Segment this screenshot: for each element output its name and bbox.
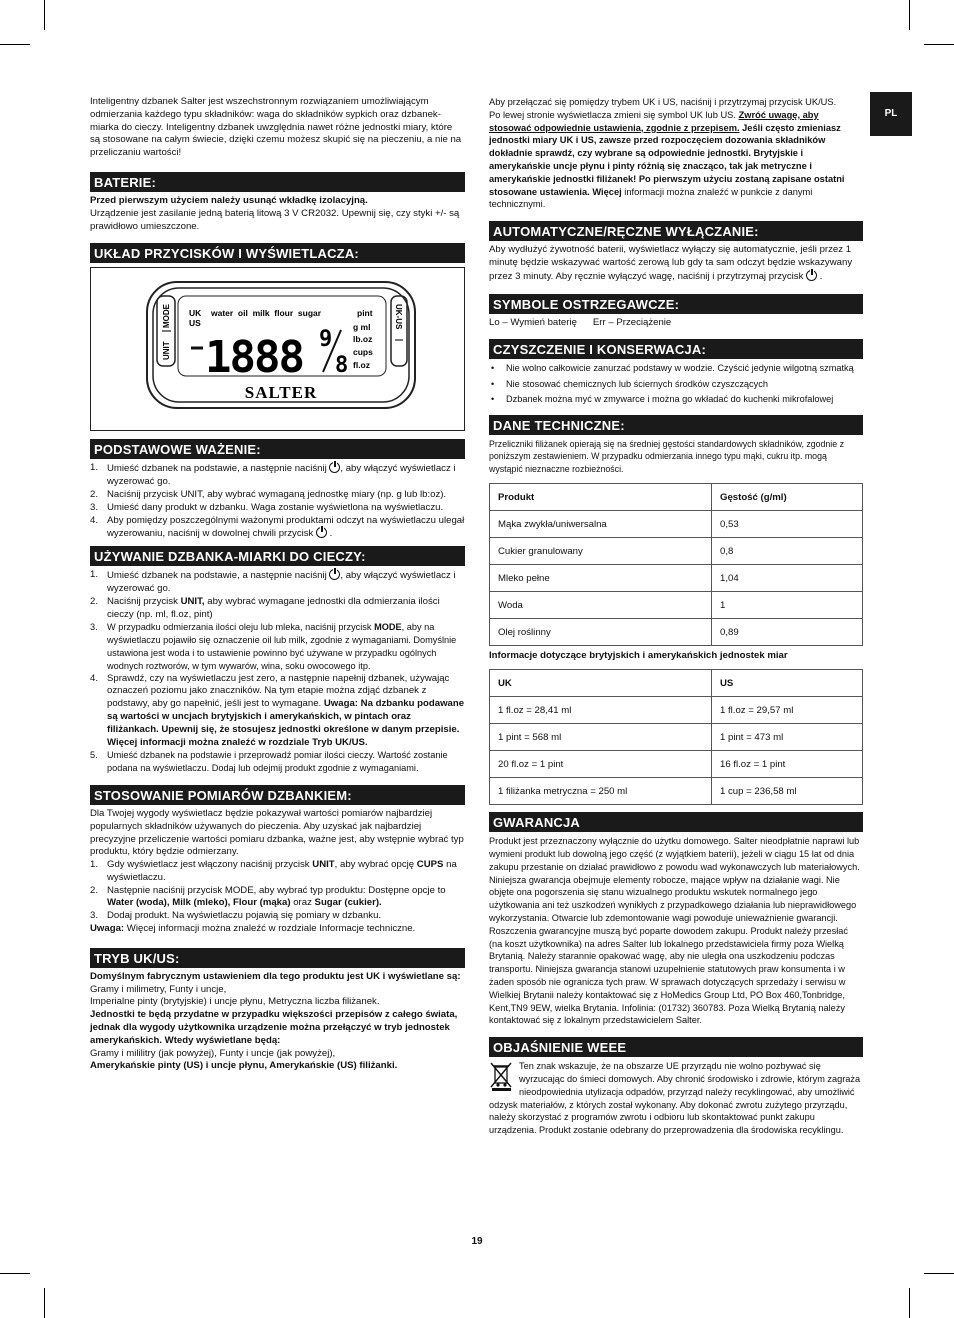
table-row: 20 fl.oz = 1 pint 16 fl.oz = 1 pint [490,751,863,778]
power-icon [329,569,340,580]
display-figure [90,267,465,431]
unit-indicator: g ml [353,322,371,333]
measure-heading: STOSOWANIE POMIARÓW DZBANKIEM: [90,785,465,805]
pint-indicator: pint [357,308,373,319]
weee-text: Ten znak wskazuje, że na obszarze UE przyrządu nie wolno pozbywać się wyrzucając do śmieci domowych. Aby chronić środowisko i zdrowie, którym zagraża nieodpowiednia utylizacja odpadów, przyrząd należy recyklingować, aby umożliwić odzysk materiałów, z których został wykonany. Aby dokonać zwrotu zużytego przyrządu, należy skorzystać z programów zwrotu i odbioru lub skontaktować punkt zakupu urządzenia. Produkt zostanie odebrany do przeprowadzenia dla środowiska recyklingu. [489,1061,861,1136]
unit-indicator: lb.oz [353,334,373,345]
crop-mark [909,1288,910,1318]
us-indicator: US [189,318,201,329]
table-row: Mąka zwykła/uniwersalna 0,53 [490,511,863,538]
list-item: • Nie stosować chemicznych lub ściernych środków czyszczących [489,377,863,393]
list-item: 2. Naciśnij przycisk UNIT, aby wybrać wymaganą jednostkę miary (np. g lub lb:oz). [90,488,447,500]
power-icon [316,527,327,538]
list-item: • Dzbanek można myć w zmywarce i można go wkładać do kuchenki mikrofalowej [489,392,863,408]
warranty-heading: GWARANCJA [489,812,863,832]
power-icon [329,462,340,473]
list-item: 5. Umieść dzbanek na podstawie i przeprowadź pomiar ilości cieczy. Wartość zostanie podana na wyświetlaczu. Dodaj lub odejmij produkt zgodnie z wymaganiami. [90,750,448,774]
liquid-heading: UŻYWANIE DZBANKA-MIARKI DO CIECZY: [90,546,465,566]
ukus-button-label[interactable]: UK-US [394,304,403,330]
batteries-heading: BATERIE: [90,172,465,192]
product-type-indicators: water oil milk flour sugar [211,308,322,319]
list-item: 4. Sprawdź, czy na wyświetlaczu jest zero, a następnie napełnij dzbanek, używając oznaczeń poziomu jako znaczników. Na tym etapie można zdjąć dzbanek z podstawy, aby go napełnić, jeśli jest to wymagane. Uwaga: Na dzbanku podawane są wartości w uncjach brytyjskich i amerykańskich, w pintach oraz filiżankach. Upewnij się, że stosujesz jednostki określone w danym przepisie. Więcej informacji można znaleźć w rozdziale Tryb UK/US. [90,672,465,748]
ukus-switch-text: Aby przełączać się pomiędzy trybem UK i US, naciśnij i przytrzymaj przycisk UK/US. Po lewej stronie wyświetlacza zmieni się symbol UK lub US. Zwróć uwagę, aby stosować odpowiednie ustawienia, zgodnie z przepisem. Jeśli często zmieniasz jednostki miary UK i US, zawsze przed rozpoczęciem dozowania składników dokładnie sprawdź, czy wybrane są odpowiednie jednostki. Brytyjskie i amerykańskie uncje płynu i pinty różnią się znacząco, tak jak metryczne i amerykańskie jednostki filiżanek! Po pierwszym użyciu zostaną zapisane ostatni stosowane ustawienia. Więcej informacji można znaleźć w punkcie z danymi technicznymi. [489,97,845,210]
mode-button-label[interactable]: MODE [162,304,171,329]
unit-indicator: fl.oz [353,360,370,371]
list-item: 3. Umieść dany produkt w dzbanku. Waga zostanie wyświetlona na wyświetlaczu. [90,501,444,513]
tech-heading: DANE TECHNICZNE: [489,415,863,435]
units-table-title: Informacje dotyczące brytyjskich i amerykańskich jednostek miar [489,650,788,662]
ukus-heading: TRYB UK/US: [90,948,465,968]
list-item: 1. Gdy wyświetlacz jest włączony naciśnij przycisk UNIT, aby wybrać opcję CUPS na wyświetlaczu. [90,859,457,883]
unit-button-label[interactable]: UNIT [162,341,171,361]
list-item: 3. Dodaj produkt. Na wyświetlaczu pojawią się pomiary w dzbanku. [90,910,382,922]
layout-heading: UKŁAD PRZYCISKÓW I WYŚWIETLACZA: [90,243,465,263]
weee-heading: OBJAŚNIENIE WEEE [489,1037,863,1057]
measure-list [90,859,465,923]
basic-weighing-list [90,462,465,541]
ukus-default: Domyślnym fabrycznym ustawieniem dla tego produktu jest UK i wyświetlane są: [90,970,461,982]
left-column [90,96,465,1073]
list-item: 2. Następnie naciśnij przycisk MODE, aby wybrać typ produktu: Dostępne opcje to Water (woda), Milk (mleko), Flour (mąka) oraz Sugar (cukier). [90,884,446,909]
weee-bin-icon [489,1061,515,1091]
table-row: 1 filiżanka metryczna = 250 ml 1 cup = 236,58 ml [490,778,863,805]
warranty-text: Produkt jest przeznaczony wyłącznie do użytku domowego. Salter nieodpłatnie naprawi lub wymieni produkt lub dowolną jego część (z wyjątkiem baterii), jeżeli w ciągu 15 lat od dnia zakupu przestanie on działać prawidłowo z powodu wad wykonawczych lub materiałowych. Niniejsza gwarancja obejmuje elementy robocze, mające wpływ na działanie wagi. Nie objęte ona pogorszenia się stanu wizualnego produktu wskutek normalnego jego użytkowania ani też uszkodzeń wynikłych z przypadkowego działania lub nieprawidłowego wykorzystania. Otwarcie lub zdemontowanie wagi powoduje unieważnienie gwarancji. Roszczenia gwarancyjne muszą być poparte dowodem zakupu. Produkt należy przesłać (na koszt użytkownika) na adres Salter lub lokalnego przedstawiciela firmy poza Wielką Brytanią. Należy starannie opakować wagę, aby nie uległa ona uszkodzeniu podczas transportu. Niniejsza gwarancja stanowi uzupełnienie statutowych praw konsumenta i w żaden sposób nie ogranicza tych praw. W sprawach dotyczących sprzedaży i serwisu w Wielkiej Brytanii należy kontaktować się z HoMedics Group Ltd, PO Box 460,Tonbridge, Kent,TN9 9EW, wielka Brytania. Infolinia: (01732) 360783. Poza Wielką Brytanią należy kontaktować się z lokalnym przedstawicielem Salter. [489,836,860,1026]
density-table [489,483,863,646]
table-row: Olej roślinny 0,89 [490,619,863,646]
table-header-row: Produkt Gęstość (g/ml) [490,484,863,511]
batteries-bold: Przed pierwszym użyciem należy usunąć wkładkę izolacyjną. [90,194,368,206]
crop-mark [0,44,30,45]
page-number: 19 [471,1236,483,1247]
ukus-line: Gramy i milimetry, Funty i uncje, [90,983,227,995]
ukus-line: Imperialne pinty (brytyjskie) i uncje płynu, Metryczna liczba filiżanek. [90,996,380,1008]
list-item: 4. Aby pomiędzy poszczególnymi ważonymi produktami odczyt na wyświetlaczu ulegał wyzerowaniu, naciśnij w dowolnej chwili przycisk . [90,514,465,540]
fraction-numerator: 9 [319,327,333,353]
table-row: Cukier granulowany 0,8 [490,538,863,565]
liquid-list [90,569,465,775]
ukus-note: Jednostki te będą przydatne w przypadku większości przepisów z całego świata, jednak dla wygody użytkownika urządzenie można przełączyć w tryb jednostek amerykańskich. Wtedy wyświetlane będą: [90,1009,458,1046]
auto-off-heading: AUTOMATYCZNE/RĘCZNE WYŁĄCZANIE: [489,221,863,241]
display-illustration [91,268,464,430]
crop-mark [44,0,45,30]
crop-mark [924,1273,954,1274]
crop-mark [909,0,910,30]
warning-symbols-text: Lo – Wymień baterię Err – Przeciążenie [489,316,672,328]
care-heading: CZYSZCZENIE I KONSERWACJA: [489,339,863,359]
table-row: 1 fl.oz = 28,41 ml 1 fl.oz = 29,57 ml [490,697,863,724]
basic-weighing-heading: PODSTAWOWE WAŻENIE: [90,439,465,459]
units-table [489,669,863,805]
table-row: Mleko pełne 1,04 [490,565,863,592]
batteries-text: Urządzenie jest zasilanie jedną baterią litową 3 V CR2032. Upewnij się, czy styki +/- są prawidłowo umieszczone. [90,207,460,232]
measure-text: Dla Twojej wygody wyświetlacz będzie pokazywał wartości pomiarów najbardziej popularnych składników używanych do pieczenia. Aby uzyskać jak najbardziej precyzyjne przeliczenie wartości pomiaru dzbanka, ważne jest, aby wstępnie wybrać typ produktu, który będzie odmierzany. [90,807,464,858]
care-list [489,361,863,408]
list-item: 1. Umieść dzbanek na podstawie, a następnie naciśnij , aby włączyć wyświetlacz i wyzerować go. [90,462,456,488]
table-header-row: UK US [490,670,863,697]
table-row: Woda 1 [490,592,863,619]
tech-text: Przeliczniki filiżanek opierają się na średniej gęstości standardowych składników, zgodnie z poniższym zestawieniem. W przypadku odmierzania innego typu mąki, cukru itp. mogą wystąpić nieznaczne rozbieżności. [489,438,844,474]
list-item: 1. Umieść dzbanek na podstawie, a następnie naciśnij , aby włączyć wyświetlacz i wyzerować go. [90,569,456,594]
list-item: • Nie wolno całkowicie zanurzać podstawy w wodzie. Czyścić jedynie wilgotną szmatką [489,361,863,377]
warning-symbols-heading: SYMBOLE OSTRZEGAWCZE: [489,294,863,314]
salter-logo: SALTER [244,383,318,403]
language-tab: PL [870,92,912,136]
ukus-line: Gramy i mililitry (jak powyżej), Funty i uncje (jak powyżej), [90,1047,336,1059]
list-item: 2. Naciśnij przycisk UNIT, aby wybrać wymagane jednostki dla odmierzania ilości cieczy (np. ml, fl.oz, pint) [90,595,440,620]
measure-note: Uwaga: Więcej informacji można znaleźć w rozdziale Informacje techniczne. [90,923,416,935]
table-row: 1 pint = 568 ml 1 pint = 473 ml [490,724,863,751]
auto-off-text: Aby wydłużyć żywotność baterii, wyświetlacz wyłączy się automatycznie, jeśli przez 1 minutę będzie wskazywać wartość zerową lub gdy ta sam odczyt będzie wskazywany przez 3 minuty. Aby ręcznie wyłączyć wagę, naciśnij i przytrzymaj przycisk . [489,244,853,282]
intro-text: Inteligentny dzbanek Salter jest wszechstronnym rozwiązaniem umożliwiającym odmierzania każdego typu składników: waga do składników sypkich oraz dzbanek-miarka do cieczy. Inteligentny dzbanek uwzględnia nawet różne jednostki miary, które są stosowane na całym świecie, dzięki czemu możesz skupić się na pieczeniu, a nie na przeliczaniu wartości! [90,96,462,159]
right-column [489,96,863,1137]
crop-mark [0,1273,30,1274]
fraction-denominator: 8 [335,353,349,379]
ukus-line: Amerykańskie pinty (US) i uncje płynu, Amerykańskie (US) filiżanki. [90,1060,398,1072]
power-icon [806,270,817,281]
uk-indicator: UK [189,308,202,319]
list-item: 3. W przypadku odmierzania ilości oleju lub mleka, naciśnij przycisk MODE, aby na wyświetlaczu pojawiło się oznaczenie oil lub milk, zgodnie z wymaganiami. Domyślnie ustawiona jest woda i to ustawienie powinno być używane w przypadku ogólnych wodnych roztworów, w tym wywarów, wina, soku owocowego itp. [90,622,457,671]
unit-indicator: cups [353,347,373,358]
crop-mark [924,44,954,45]
display-digits: 1888 [205,332,303,384]
crop-mark [44,1288,45,1318]
